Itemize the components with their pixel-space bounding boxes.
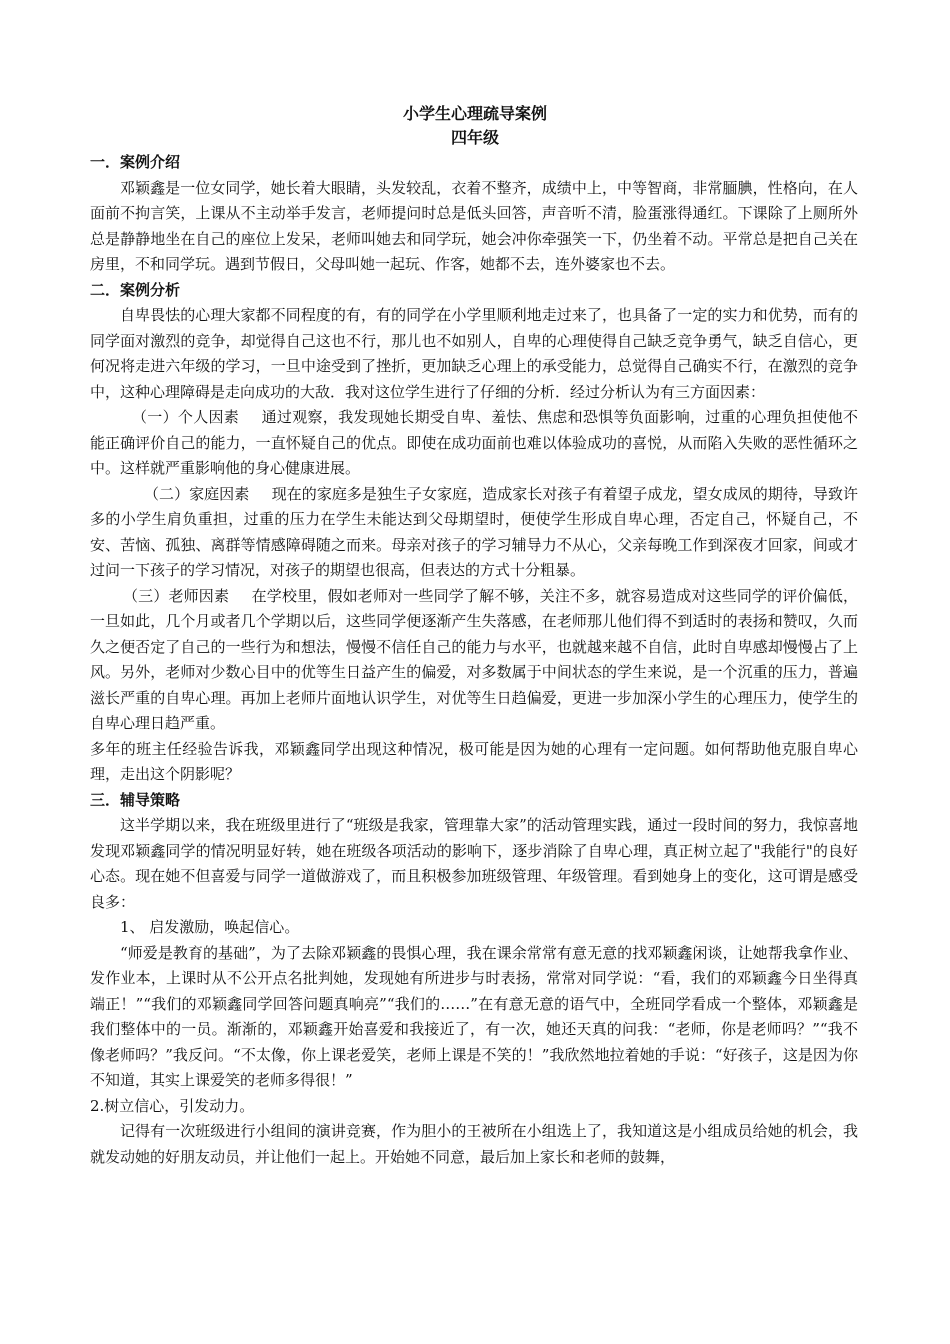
document-title: 小学生心理疏导案例 — [402, 104, 547, 123]
factor-label-teacher: （三）老师因素 — [123, 586, 230, 605]
factor-text-teacher: 在学校里，假如老师对一些同学了解不够，关注不多，就容易造成对这些同学的评价偏低，一旦如此，几个月或者几个学期以后，这些同学便逐渐产生失落感，在老师那儿他们得不到适时的表扬和赞叹，久而久之便否定了自己的一些行为和想法，慢慢不信任自己的能力与水平，也就越来越不自信，此时自卑感却慢慢占了上风。另外，老师对少数心目中的优等生日益产生的偏爱，对多数属于中间状态的学生来说，是一个沉重的压力，普遍滋长严重的自卑心理。再加上老师片面地认识学生，对优等生日趋偏爱，更进一步加深小学生的心理压力，使学生的自卑心理日趋严重。 — [90, 586, 858, 732]
paragraph-introduction: 邓颖鑫是一位女同学，她长着大眼睛，头发较乱，衣着不整齐，成绩中上，中等智商，非常腼腆，性格向，在人面前不拘言笑，上课从不主动举手发言，老师提问时总是低头回答，声音听不清，脸蛋涨得通红。下课除了上厕所外总是静静地坐在自己的座位上发呆，老师叫她去和同学玩，她会冲你牵强笑一下，仍坐着不动。平常总是把自己关在房里，不和同学玩。遇到节假日，父母叫她一起玩、作客，她都不去，连外婆家也不去。 — [90, 178, 858, 273]
paragraph-factor-family — [90, 482, 858, 584]
paragraph-strategy-2: 记得有一次班级进行小组间的演讲竞赛，作为胆小的王被所在小组选上了，我知道这是小组成员给她的机会，我就发动她的好朋友动员，并让他们一起上。开始她不同意，最后加上家长和老师的鼓舞， — [90, 1122, 858, 1166]
factor-label-personal: （一）个人因素 — [132, 408, 240, 426]
factor-text-personal: 通过观察，我发现她长期受自卑、羞怯、焦虑和恐惧等负面影响，过重的心理负担使他不能正确评价自己的能力，一直怀疑自己的优点。即使在成功面前也难以体验成功的喜悦，从而陷入失败的恶性循环之中。这样就严重影响他的身心健康进展。 — [90, 408, 858, 477]
list-item-strategy-1: 1、 启发激励，唤起信心。 — [120, 918, 300, 936]
factor-label-family: （二）家庭因素 — [144, 484, 250, 503]
paragraph-analysis-conclusion: 多年的班主任经验告诉我，邓颖鑫同学出现这种情况，极可能是因为她的心理有一定问题。如何帮助他克服自卑心理，走出这个阴影呢？ — [90, 739, 858, 783]
section-heading-introduction: 一．案例介绍 — [90, 153, 181, 171]
paragraph-strategy-1: “师爱是教育的基础”，为了去除邓颖鑫的畏惧心理，我在课余常常有意无意的找邓颖鑫闲谈，让她帮我拿作业、发作业本，上课时从不公开点名批判她，发现她有所进步与时表扬，常常对同学说：“看，我们的邓颖鑫今日坐得真端正！”“我们的邓颖鑫同学回答问题真响亮”“我们的……”在有意无意的语气中，全班同学看成一个整体，邓颖鑫是我们整体中的一员。渐渐的，邓颖鑫开始喜爱和我接近了，有一次，她还天真的问我：“老师，你是老师吗？”“我不像老师吗？”我反问。“不太像，你上课老爱笑，老师上课是不笑的！”我欣然地拉着她的手说：“好孩子，这是因为你不知道，其实上课爱笑的老师多得很！” — [90, 943, 858, 1089]
section-heading-analysis: 二．案例分析 — [90, 280, 181, 299]
paragraph-strategy-intro: 这半学期以来，我在班级里进行了“班级是我家，管理靠大家”的活动管理实践，通过一段时间的努力，我惊喜地发现邓颖鑫同学的情况明显好转，她在班级各项活动的影响下，逐步消除了自卑心理，真正树立起了"我能行"的良好心态。现在她不但喜爱与同学一道做游戏了，而且积极参加班级管理、年级管理。看到她身上的变化，这可谓是感受良多： — [90, 816, 858, 911]
section-heading-strategy: 三．辅导策略 — [90, 790, 181, 809]
paragraph-factor-personal — [90, 405, 858, 482]
list-item-strategy-2: 2.树立信心，引发动力。 — [90, 1096, 255, 1115]
paragraph-factor-teacher — [90, 584, 858, 737]
factor-text-family: 现在的家庭多是独生子女家庭，造成家长对孩子有着望子成龙，望女成凤的期待，导致许多的小学生肩负重担，过重的压力在学生未能达到父母期望时，便使学生形成自卑心理，否定自己，怀疑自己，不安、苦恼、孤独、离群等情感障碍随之而来。母亲对孩子的学习辅导力不从心，父亲每晚工作到深夜才回家，间或才过问一下孩子的学习情况，对孩子的期望也很高，但表达的方式十分粗暴。 — [90, 484, 858, 579]
document-body — [90, 150, 858, 1170]
document-subtitle-grade: 四年级 — [450, 128, 499, 147]
paragraph-analysis: 自卑畏怯的心理大家都不同程度的有，有的同学在小学里顺利地走过来了，也具备了一定的实力和优势，而有的同学面对激烈的竞争，却觉得自己这也不行，那儿也不如别人，自卑的心理使得自己缺乏竞争勇气，缺乏自信心，更何况将走进六年级的学习，一旦中途受到了挫折，更加缺乏心理上的承受能力，总觉得自己确实不行，在激烈的竞争中，这种心理障碍是走向成功的大敌．我对这位学生进行了仔细的分析．经过分析认为有三方面因素： — [90, 306, 858, 401]
